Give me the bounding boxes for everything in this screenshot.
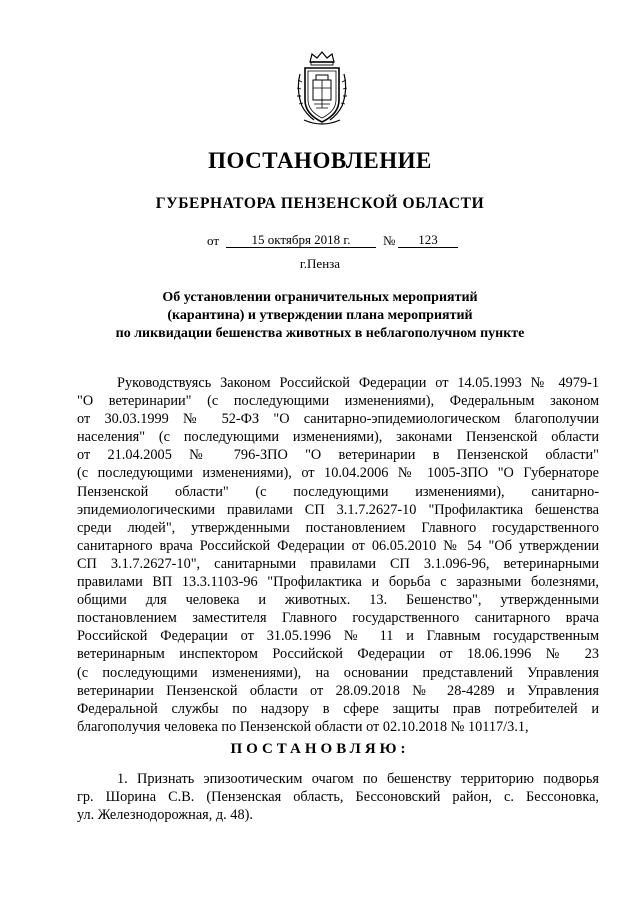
paragraph-line: эпидемиологическими правилами СП 3.1.7.2627-10 "Профилактика бешенства [77,501,599,518]
document-title: ПОСТАНОВЛЕНИЕ [208,148,432,173]
heading-line: по ликвидации бешенства животных в неблагополучном пункте [115,326,525,341]
paragraph-line: Федеральной службы по надзору в сфере защиты прав потребителей и [77,700,599,717]
date-prefix: от [207,233,220,248]
preamble-paragraph [77,374,599,736]
paragraph-line: ул. Железнодорожная, д. 48). [77,807,253,824]
coat-of-arms-icon [292,50,352,128]
number-prefix: № [383,233,396,248]
paragraph-line: от 21.04.2005 № 796-ЗПО "О ветеринарии в Пензенской области" [77,447,599,464]
paragraph-line: санитарного врача Российской Федерации от 06.05.2010 № 54 "Об утверждении [77,537,599,554]
item-1-paragraph [77,770,599,824]
paragraph-line: правилами ВП 13.3.1103-96 "Профилактика и борьба с заразными болезнями, [77,574,599,591]
city-line: г.Пенза [299,256,341,271]
paragraph-line: (с последующими изменениями), на основании представлений Управления [77,664,599,681]
paragraph-line: Руководствуясь Законом Российской Федерации от 14.05.1993 № 4979-1 [117,375,599,391]
document-heading [90,289,550,343]
date-number-line [0,232,640,250]
paragraph-line: общими для человека и животных. 13. Бешенство", утвержденными [77,592,599,609]
paragraph-line: ветеринарным инспектором Российской Федерации от 18.06.1996 № 23 [77,646,599,663]
paragraph-line: СП 3.1.7.2627-10", санитарными правилами СП 3.1.096-96, ветеринарными [77,555,599,572]
paragraph-line: "О ветеринарии" (с последующими изменениями), Федеральным законом [77,393,599,410]
paragraph-line: (с последующими изменениями), от 10.04.2006 № 1005-ЗПО "О Губернаторе [77,465,599,482]
paragraph-line: Пензенской области" (с последующими изменениями), санитарно- [77,483,599,500]
heading-line: Об установлении ограничительных мероприятий [162,290,478,305]
paragraph-line: Российской Федерации от 31.05.1996 № 11 и Главным государственным [77,628,599,645]
decree-word: ПОСТАНОВЛЯЮ: [230,741,410,757]
paragraph-line: населения" (с последующими изменениями), законами Пензенской области [77,429,599,446]
date-field: 15 октября 2018 г. [226,232,376,248]
paragraph-line: ветеринарии Пензенской области от 28.09.2018 № 28-4289 и Управления [77,682,599,699]
paragraph-line: среди людей", утвержденными постановлением Главного государственного [77,519,599,536]
paragraph-line: 1. Признать эпизоотическим очагом по бешенству территорию подворья [117,771,599,787]
document-subtitle: ГУБЕРНАТОРА ПЕНЗЕНСКОЙ ОБЛАСТИ [155,195,485,212]
heading-line: (карантина) и утверждении плана мероприятий [167,308,473,323]
paragraph-line: постановлением заместителя Главного государственного санитарного врача [77,610,599,627]
paragraph-line: благополучия человека по Пензенской области от 02.10.2018 № 10117/3.1, [77,718,529,735]
paragraph-line: гр. Шорина С.В. (Пензенская область, Бессоновский район, с. Бессоновка, [77,789,599,806]
number-field: 123 [398,232,458,248]
paragraph-line: от 30.03.1999 № 52-ФЗ "О санитарно-эпидемиологическом благополучии [77,411,599,428]
